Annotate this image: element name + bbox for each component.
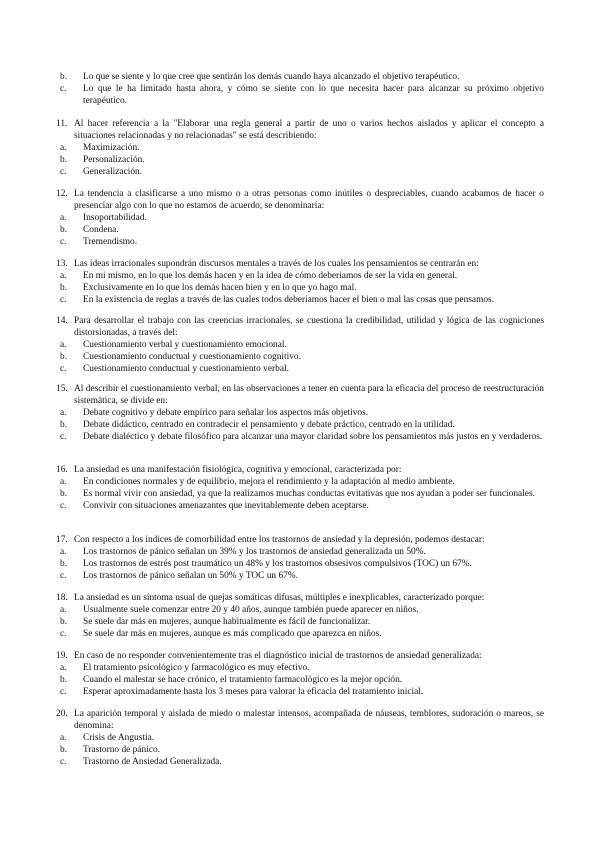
option-letter: b. [60, 744, 68, 755]
question-14 [56, 316, 544, 376]
option-text: Cuestionamiento conductual y cuestionamiento verbal. [83, 363, 289, 374]
option-text: Insoportabilidad. [83, 212, 147, 223]
option-text: En mi mismo, en lo que los demás hacen y en la idea de cómo deberíamos de ser la vida en general. [83, 270, 458, 281]
option-a [56, 340, 544, 352]
option-a [56, 477, 544, 489]
question-13 [56, 259, 544, 307]
option-c [56, 295, 544, 307]
question-text: Al hacer referencia a la "Elaborar una regla general a partir de uno o varios hechos aislados y aplicar el concepto a situaciones relacionadas y no relacionadas" se está describiendo: [74, 119, 544, 141]
option-letter: a. [60, 604, 67, 615]
option-text: Convivir con situaciones amenazantes que inevitablemente deben aceptarse. [83, 500, 369, 511]
option-text: Condena. [83, 224, 119, 235]
question-stem [56, 535, 544, 547]
option-letter: b. [60, 154, 68, 165]
question-number: 16. [56, 465, 68, 475]
option-letter: a. [60, 732, 67, 743]
option-letter: a. [60, 142, 67, 153]
question-17 [56, 535, 544, 583]
question-stem [56, 651, 544, 663]
option-c [56, 629, 544, 641]
option-b [56, 225, 544, 237]
option-text: Trastorno de pánico. [83, 744, 160, 755]
question-text: La ansiedad es un síntoma usual de quejas somáticas difusas, múltiples e inexplicables, caracterizado porque: [74, 593, 485, 603]
continuation-options [56, 72, 544, 108]
option-c [56, 757, 544, 769]
option-text: Cuando el malestar se hace crónico, el tratamiento farmacológico es la mejor opción. [83, 674, 403, 685]
option-letter: a. [60, 407, 67, 418]
question-12 [56, 189, 544, 249]
option-letter: c. [60, 628, 67, 639]
option-letter: b. [60, 282, 68, 293]
question-stem [56, 189, 544, 213]
option-text: Lo que le ha limitado hasta ahora, y cómo se siente con lo que necesita hacer para alcanzar su próximo objetivo terapéutico. [83, 83, 544, 106]
question-16 [56, 465, 544, 513]
option-text: Generalización. [83, 166, 143, 177]
option-text: Exclusivamente en lo que los demás hacen bien y en lo que yo hago mal. [83, 282, 357, 293]
option-letter: b. [60, 674, 68, 685]
option-b [56, 72, 544, 84]
option-text: Crisis de Angustia. [83, 732, 155, 743]
option-b [56, 283, 544, 295]
option-letter: c. [60, 500, 67, 511]
option-text: Trastorno de Ansiedad Generalizada. [83, 756, 222, 767]
option-text: Los trastornos de pánico señalan un 39% y los trastornos de ansiedad generalizada un 50%. [83, 546, 426, 557]
question-11 [56, 119, 544, 179]
option-text: Debate dialéctico y debate filosófico para alcanzar una mayor claridad sobre los pensamientos más justos en y verdaderos. [83, 431, 543, 442]
option-b [56, 617, 544, 629]
question-number: 20. [56, 709, 68, 719]
question-number: 18. [56, 593, 68, 603]
option-text: Cuestionamiento verbal y cuestionamiento emocional. [83, 339, 287, 350]
option-c [56, 237, 544, 249]
option-letter: a. [60, 546, 67, 557]
option-text: Debate didáctico, centrado en contradecir el pensamiento y debate práctico, centrado en la utilidad. [83, 419, 455, 430]
question-18 [56, 593, 544, 641]
option-text: El tratamiento psicológico y farmacológico es muy efectivo. [83, 662, 310, 673]
question-stem [56, 593, 544, 605]
option-text: Los trastornos de estrés post traumático un 48% y los trastornos obsesivos compulsivos (TOC) un 67%. [83, 558, 472, 569]
question-stem [56, 384, 544, 408]
option-letter: b. [60, 72, 68, 82]
option-c [56, 432, 544, 444]
option-letter: c. [60, 294, 67, 305]
question-text: Las ideas irracionales supondrán discursos mentales a través de los cuales los pensamientos se centrarán en: [74, 259, 479, 269]
option-b [56, 352, 544, 364]
option-b [56, 489, 544, 501]
question-20 [56, 709, 544, 769]
option-b [56, 675, 544, 687]
option-text: Cuestionamiento conductual y cuestionamiento cognitivo. [83, 351, 301, 362]
question-stem [56, 259, 544, 271]
option-letter: a. [60, 339, 67, 350]
option-letter: b. [60, 488, 68, 499]
option-letter: b. [60, 616, 68, 627]
option-a [56, 547, 544, 559]
question-number: 11. [56, 119, 68, 129]
question-text: En caso de no responder convenientemente tras el diagnóstico inicial de trastornos de ansiedad generalizada: [74, 651, 482, 661]
option-letter: c. [60, 570, 67, 581]
question-15 [56, 384, 544, 444]
option-letter: b. [60, 558, 68, 569]
option-c [56, 167, 544, 179]
question-number: 12. [56, 189, 68, 199]
question-stem [56, 316, 544, 340]
option-text: Esperar aproximadamente hasta los 3 meses para valorar la eficacia del tratamiento inicial. [83, 686, 424, 697]
option-c [56, 501, 544, 513]
option-text: Debate cognitivo y debate empírico para señalar los aspectos más objetivos. [83, 407, 369, 418]
option-text: Maximización. [83, 142, 140, 153]
option-a [56, 213, 544, 225]
question-number: 15. [56, 384, 68, 394]
option-text: Es normal vivir con ansiedad, ya que la realizamos muchas conductas evitativas que nos ayudan a poder ser funcionales. [83, 488, 535, 499]
option-letter: c. [60, 166, 67, 177]
question-text: La ansiedad es una manifestación fisiológica, cognitiva y emocional, caracterizada por: [74, 465, 402, 475]
option-letter: b. [60, 351, 68, 362]
option-a [56, 663, 544, 675]
option-letter: c. [60, 236, 67, 247]
option-c [56, 687, 544, 699]
option-letter: a. [60, 662, 67, 673]
option-b [56, 745, 544, 757]
option-text: En la existencia de reglas a través de las cuales todos deberíamos hacer el bien o mal las cosas que pensamos. [83, 294, 495, 305]
option-text: Usualmente suele comenzar entre 20 y 40 años, aunque también puede aparecer en niños. [83, 604, 419, 615]
option-letter: a. [60, 270, 67, 281]
option-c [56, 84, 544, 108]
option-letter: c. [60, 363, 67, 374]
option-text: Se suele dar más en mujeres, aunque es más complicado que aparezca en niños. [83, 628, 382, 639]
question-text: Al describir el cuestionamiento verbal, en las observaciones a tener en cuenta para la eficacia del proceso de reestructuración sistemática, se divide en: [74, 384, 544, 406]
question-stem [56, 465, 544, 477]
question-number: 17. [56, 535, 68, 545]
option-a [56, 605, 544, 617]
question-stem [56, 709, 544, 733]
option-c [56, 364, 544, 376]
option-text: En condiciones normales y de equilibrio, mejora el rendimiento y la adaptación al medio ambiente. [83, 476, 455, 487]
question-number: 13. [56, 259, 68, 269]
option-letter: a. [60, 476, 67, 487]
option-text: Personalización. [83, 154, 145, 165]
option-letter: b. [60, 419, 68, 430]
option-c [56, 571, 544, 583]
question-text: Para desarrollar el trabajo con las creencias irracionales, se cuestiona la credibilidad, utilidad y lógica de las cogniciones distorsionadas, a través del: [74, 316, 544, 338]
option-text: Se suele dar más en mujeres, aunque habitualmente es fácil de funcionalizar. [83, 616, 371, 627]
option-letter: a. [60, 212, 67, 223]
option-a [56, 143, 544, 155]
question-number: 19. [56, 651, 68, 661]
question-text: La tendencia a clasificarse a uno mismo o a otras personas como inútiles o despreciables, cuando acabamos de hacer o presenciar algo con lo que no estamos de acuerdo, se denominaría: [74, 189, 544, 211]
option-letter: c. [60, 686, 67, 697]
option-letter: c. [60, 431, 67, 442]
option-letter: b. [60, 224, 68, 235]
option-b [56, 559, 544, 571]
option-b [56, 420, 544, 432]
option-text: Lo que se siente y lo que cree que sentirán los demás cuando haya alcanzado el objetivo terapéutico. [83, 72, 460, 82]
option-letter: c. [60, 756, 67, 767]
option-a [56, 733, 544, 745]
option-text: Tremendismo. [83, 236, 138, 247]
option-a [56, 271, 544, 283]
option-text: Los trastornos de pánico señalan un 50% y TOC un 67%. [83, 570, 298, 581]
option-a [56, 408, 544, 420]
question-19 [56, 651, 544, 699]
option-b [56, 155, 544, 167]
question-text: La aparición temporal y aislada de miedo o malestar intensos, acompañada de náuseas, temblores, sudoración o mareos, se denomina: [74, 709, 544, 731]
question-stem [56, 119, 544, 143]
question-number: 14. [56, 316, 68, 326]
question-text: Con respecto a los índices de comorbilidad entre los trastornos de ansiedad y la depresión, podemos destacar: [74, 535, 485, 545]
option-letter: c. [60, 83, 67, 94]
